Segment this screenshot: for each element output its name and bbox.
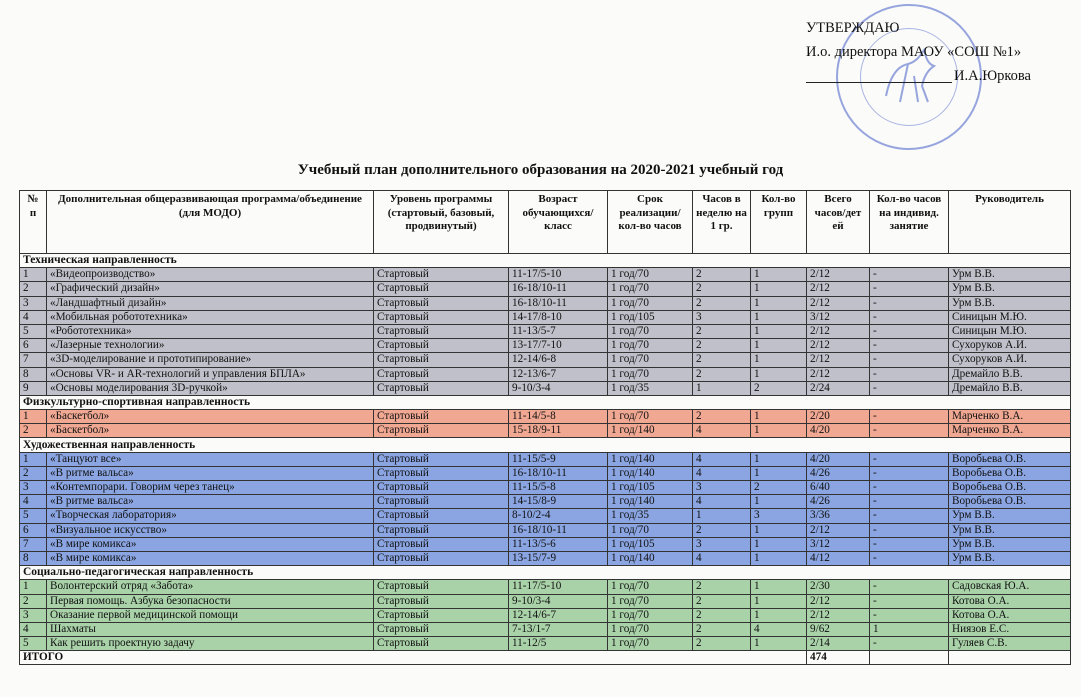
duration-hours: 1 год/70 — [608, 353, 693, 367]
duration-hours: 1 год/70 — [608, 339, 693, 353]
group-count: 1 — [751, 410, 807, 424]
section-header-row — [20, 395, 1071, 409]
hours-per-week: 2 — [693, 324, 751, 338]
program-name: «Баскетбол» — [47, 410, 374, 424]
table-row — [20, 580, 1071, 594]
individual-hours: - — [870, 580, 949, 594]
program-level: Стартовый — [374, 637, 509, 651]
hours-per-week: 1 — [693, 381, 751, 395]
program-name: «Контемпорари. Говорим через танец» — [47, 481, 374, 495]
individual-hours: - — [870, 594, 949, 608]
total-hours-children: 3/36 — [807, 509, 870, 523]
duration-hours: 1 год/70 — [608, 296, 693, 310]
table-row — [20, 637, 1071, 651]
duration-hours: 1 год/105 — [608, 481, 693, 495]
group-count: 2 — [751, 381, 807, 395]
total-hours-children: 6/40 — [807, 481, 870, 495]
teacher-name: Дремайло В.В. — [949, 381, 1071, 395]
total-hours-children: 2/12 — [807, 608, 870, 622]
duration-hours: 1 год/70 — [608, 637, 693, 651]
total-hours-children: 2/12 — [807, 367, 870, 381]
program-level: Стартовый — [374, 594, 509, 608]
age-class: 7-13/1-7 — [509, 622, 608, 636]
group-count: 1 — [751, 282, 807, 296]
hours-per-week: 4 — [693, 466, 751, 480]
total-hours-children: 2/30 — [807, 580, 870, 594]
group-count: 1 — [751, 580, 807, 594]
duration-hours: 1 год/70 — [608, 410, 693, 424]
program-level: Стартовый — [374, 509, 509, 523]
total-hours-children: 4/12 — [807, 551, 870, 565]
hours-per-week: 2 — [693, 339, 751, 353]
program-name: «3D-моделирование и прототипирование» — [47, 353, 374, 367]
total-hours-children: 2/12 — [807, 594, 870, 608]
program-name: «Основы VR- и AR-технологий и управления БПЛА» — [47, 367, 374, 381]
individual-hours: - — [870, 509, 949, 523]
teacher-name: Марченко В.А. — [949, 410, 1071, 424]
hours-per-week: 1 — [693, 509, 751, 523]
duration-hours: 1 год/140 — [608, 466, 693, 480]
table-row — [20, 339, 1071, 353]
header-program: Дополнительная общеразвивающая программа/объединение (для МОДО) — [47, 191, 374, 254]
table-row — [20, 324, 1071, 338]
program-level: Стартовый — [374, 608, 509, 622]
program-level: Стартовый — [374, 410, 509, 424]
individual-hours: - — [870, 324, 949, 338]
row-number: 7 — [20, 353, 47, 367]
program-level: Стартовый — [374, 310, 509, 324]
row-number: 6 — [20, 339, 47, 353]
hours-per-week: 2 — [693, 523, 751, 537]
age-class: 11-17/5-10 — [509, 268, 608, 282]
program-level: Стартовый — [374, 523, 509, 537]
approval-title: УТВЕРЖДАЮ — [806, 20, 900, 36]
total-hours-children: 2/12 — [807, 282, 870, 296]
total-row — [20, 651, 1071, 665]
approval-block — [806, 16, 1076, 88]
duration-hours: 1 год/35 — [608, 509, 693, 523]
age-class: 13-17/7-10 — [509, 339, 608, 353]
signature-line — [806, 82, 952, 83]
individual-hours: - — [870, 282, 949, 296]
section-header-row — [20, 254, 1071, 268]
duration-hours: 1 год/70 — [608, 580, 693, 594]
row-number: 5 — [20, 509, 47, 523]
header-hours-week: Часов в неделю на 1 гр. — [693, 191, 751, 254]
program-name: «Лазерные технологии» — [47, 339, 374, 353]
hours-per-week: 2 — [693, 594, 751, 608]
table-row — [20, 551, 1071, 565]
program-level: Стартовый — [374, 381, 509, 395]
duration-hours: 1 год/70 — [608, 367, 693, 381]
program-name: «Творческая лаборатория» — [47, 509, 374, 523]
row-number: 3 — [20, 481, 47, 495]
total-hours-children: 2/12 — [807, 268, 870, 282]
age-class: 11-13/5-6 — [509, 537, 608, 551]
header-individual-hours: Кол-во часов на индивид. занятие — [870, 191, 949, 254]
total-label: ИТОГО — [20, 651, 807, 665]
age-class: 11-15/5-8 — [509, 481, 608, 495]
row-number: 3 — [20, 296, 47, 310]
program-level: Стартовый — [374, 353, 509, 367]
age-class: 11-12/5 — [509, 637, 608, 651]
table-row — [20, 608, 1071, 622]
section-title: Социально-педагогическая направленность — [20, 566, 1071, 580]
program-name: «Видеопроизводство» — [47, 268, 374, 282]
age-class: 16-18/10-11 — [509, 466, 608, 480]
row-number: 2 — [20, 282, 47, 296]
duration-hours: 1 год/70 — [608, 594, 693, 608]
program-name: «В мире комикса» — [47, 537, 374, 551]
row-number: 5 — [20, 324, 47, 338]
teacher-name: Садовская Ю.А. — [949, 580, 1071, 594]
table-row — [20, 410, 1071, 424]
total-hours-children: 4/20 — [807, 424, 870, 438]
individual-hours: - — [870, 353, 949, 367]
table-row — [20, 481, 1071, 495]
table-row — [20, 495, 1071, 509]
table-header-row — [20, 191, 1071, 254]
teacher-name: Синицын М.Ю. — [949, 310, 1071, 324]
row-number: 4 — [20, 310, 47, 324]
program-name: «Графический дизайн» — [47, 282, 374, 296]
table-row — [20, 452, 1071, 466]
group-count: 1 — [751, 339, 807, 353]
group-count: 1 — [751, 296, 807, 310]
duration-hours: 1 год/105 — [608, 537, 693, 551]
section-title: Художественная направленность — [20, 438, 1071, 452]
row-number: 2 — [20, 424, 47, 438]
group-count: 1 — [751, 268, 807, 282]
individual-hours: - — [870, 537, 949, 551]
individual-hours: - — [870, 481, 949, 495]
individual-hours: - — [870, 268, 949, 282]
row-number: 8 — [20, 551, 47, 565]
total-hours-children: 2/12 — [807, 324, 870, 338]
total-value: 474 — [807, 651, 870, 665]
age-class: 16-18/10-11 — [509, 282, 608, 296]
hours-per-week: 2 — [693, 282, 751, 296]
program-name: «В ритме вальса» — [47, 466, 374, 480]
duration-hours: 1 год/70 — [608, 523, 693, 537]
hours-per-week: 2 — [693, 367, 751, 381]
teacher-name: Ниязов Е.С. — [949, 622, 1071, 636]
individual-hours: - — [870, 551, 949, 565]
program-level: Стартовый — [374, 495, 509, 509]
table-row — [20, 537, 1071, 551]
program-name: «В мире комикса» — [47, 551, 374, 565]
teacher-name: Котова О.А. — [949, 608, 1071, 622]
teacher-name: Урм В.В. — [949, 296, 1071, 310]
table-row — [20, 381, 1071, 395]
group-count: 1 — [751, 324, 807, 338]
age-class: 13-15/7-9 — [509, 551, 608, 565]
table-row — [20, 353, 1071, 367]
duration-hours: 1 год/70 — [608, 324, 693, 338]
program-level: Стартовый — [374, 537, 509, 551]
hours-per-week: 4 — [693, 495, 751, 509]
table-row — [20, 367, 1071, 381]
individual-hours: - — [870, 452, 949, 466]
total-hours-children: 2/12 — [807, 523, 870, 537]
row-number: 8 — [20, 367, 47, 381]
group-count: 2 — [751, 481, 807, 495]
duration-hours: 1 год/140 — [608, 424, 693, 438]
teacher-name: Синицын М.Ю. — [949, 324, 1071, 338]
age-class: 12-13/6-7 — [509, 367, 608, 381]
duration-hours: 1 год/140 — [608, 452, 693, 466]
section-header-row — [20, 566, 1071, 580]
age-class: 14-17/8-10 — [509, 310, 608, 324]
group-count: 1 — [751, 310, 807, 324]
duration-hours: 1 год/70 — [608, 608, 693, 622]
program-level: Стартовый — [374, 339, 509, 353]
individual-hours: - — [870, 339, 949, 353]
individual-hours: - — [870, 296, 949, 310]
group-count: 1 — [751, 537, 807, 551]
group-count: 1 — [751, 424, 807, 438]
duration-hours: 1 год/70 — [608, 268, 693, 282]
group-count: 1 — [751, 608, 807, 622]
age-class: 12-14/6-8 — [509, 353, 608, 367]
group-count: 1 — [751, 452, 807, 466]
age-class: 9-10/3-4 — [509, 381, 608, 395]
program-name: «Визуальное искусство» — [47, 523, 374, 537]
row-number: 5 — [20, 637, 47, 651]
program-name: Шахматы — [47, 622, 374, 636]
total-hours-children: 4/26 — [807, 466, 870, 480]
approval-position: И.о. директора МАОУ «СОШ №1» — [806, 44, 1022, 60]
age-class: 11-17/5-10 — [509, 580, 608, 594]
teacher-name: Сухоруков А.И. — [949, 353, 1071, 367]
group-count: 1 — [751, 637, 807, 651]
table-row — [20, 594, 1071, 608]
age-class: 11-15/5-9 — [509, 452, 608, 466]
program-name: «Танцуют все» — [47, 452, 374, 466]
table-row — [20, 310, 1071, 324]
program-name: «Основы моделирования 3D-ручкой» — [47, 381, 374, 395]
table-row — [20, 523, 1071, 537]
hours-per-week: 2 — [693, 410, 751, 424]
teacher-name: Урм В.В. — [949, 523, 1071, 537]
program-name: «Баскетбол» — [47, 424, 374, 438]
program-name: «Ландшафтный дизайн» — [47, 296, 374, 310]
group-count: 3 — [751, 509, 807, 523]
group-count: 1 — [751, 495, 807, 509]
individual-hours: - — [870, 466, 949, 480]
row-number: 7 — [20, 537, 47, 551]
row-number: 4 — [20, 622, 47, 636]
group-count: 1 — [751, 523, 807, 537]
individual-hours: - — [870, 310, 949, 324]
table-row — [20, 282, 1071, 296]
teacher-name: Урм В.В. — [949, 268, 1071, 282]
group-count: 1 — [751, 353, 807, 367]
total-hours-children: 2/12 — [807, 339, 870, 353]
individual-hours: 1 — [870, 622, 949, 636]
age-class: 9-10/3-4 — [509, 594, 608, 608]
document-title: Учебный план дополнительного образования на 2020-2021 учебный год — [297, 162, 784, 178]
header-duration: Срок реализации/ кол-во часов — [608, 191, 693, 254]
row-number: 4 — [20, 495, 47, 509]
program-name: Волонтерский отряд «Забота» — [47, 580, 374, 594]
individual-hours: - — [870, 523, 949, 537]
age-class: 11-14/5-8 — [509, 410, 608, 424]
teacher-name: Сухоруков А.И. — [949, 339, 1071, 353]
header-teacher: Руководитель — [949, 191, 1071, 254]
header-total-hours: Всего часов/дет ей — [807, 191, 870, 254]
program-name: Оказание первой медицинской помощи — [47, 608, 374, 622]
age-class: 12-14/6-7 — [509, 608, 608, 622]
age-class: 8-10/2-4 — [509, 509, 608, 523]
table-row — [20, 424, 1071, 438]
individual-hours: - — [870, 424, 949, 438]
age-class: 16-18/10-11 — [509, 296, 608, 310]
hours-per-week: 4 — [693, 424, 751, 438]
age-class: 15-18/9-11 — [509, 424, 608, 438]
age-class: 16-18/10-11 — [509, 523, 608, 537]
program-level: Стартовый — [374, 424, 509, 438]
teacher-name: Котова О.А. — [949, 594, 1071, 608]
total-hours-children: 2/12 — [807, 353, 870, 367]
hours-per-week: 2 — [693, 353, 751, 367]
hours-per-week: 2 — [693, 268, 751, 282]
duration-hours: 1 год/140 — [608, 495, 693, 509]
individual-hours: - — [870, 495, 949, 509]
hours-per-week: 2 — [693, 608, 751, 622]
program-level: Стартовый — [374, 580, 509, 594]
program-level: Стартовый — [374, 296, 509, 310]
row-number: 2 — [20, 594, 47, 608]
hours-per-week: 3 — [693, 481, 751, 495]
duration-hours: 1 год/70 — [608, 622, 693, 636]
header-level: Уровень программы (стартовый, базовый, продвинутый) — [374, 191, 509, 254]
curriculum-table — [19, 190, 1071, 665]
age-class: 14-15/8-9 — [509, 495, 608, 509]
table-row — [20, 622, 1071, 636]
program-level: Стартовый — [374, 466, 509, 480]
row-number: 1 — [20, 580, 47, 594]
total-hours-children: 9/62 — [807, 622, 870, 636]
individual-hours: - — [870, 367, 949, 381]
program-name: «В ритме вальса» — [47, 495, 374, 509]
row-number: 6 — [20, 523, 47, 537]
program-level: Стартовый — [374, 452, 509, 466]
group-count: 4 — [751, 622, 807, 636]
teacher-name: Урм В.В. — [949, 282, 1071, 296]
program-level: Стартовый — [374, 367, 509, 381]
hours-per-week: 2 — [693, 580, 751, 594]
teacher-name: Урм В.В. — [949, 551, 1071, 565]
individual-hours: - — [870, 381, 949, 395]
table-row — [20, 509, 1071, 523]
program-level: Стартовый — [374, 551, 509, 565]
table-row — [20, 466, 1071, 480]
row-number: 9 — [20, 381, 47, 395]
header-number: № п — [20, 191, 47, 254]
header-groups: Кол-во групп — [751, 191, 807, 254]
teacher-name: Воробьева О.В. — [949, 452, 1071, 466]
duration-hours: 1 год/35 — [608, 381, 693, 395]
group-count: 1 — [751, 594, 807, 608]
age-class: 11-13/5-7 — [509, 324, 608, 338]
duration-hours: 1 год/70 — [608, 282, 693, 296]
table-row — [20, 296, 1071, 310]
group-count: 1 — [751, 367, 807, 381]
total-hours-children: 3/12 — [807, 310, 870, 324]
program-name: Как решить проектную задачу — [47, 637, 374, 651]
section-title: Физкультурно-спортивная направленность — [20, 395, 1071, 409]
hours-per-week: 4 — [693, 452, 751, 466]
teacher-name: Воробьева О.В. — [949, 481, 1071, 495]
teacher-name: Гуляев С.В. — [949, 637, 1071, 651]
total-hours-children: 2/24 — [807, 381, 870, 395]
individual-hours: - — [870, 608, 949, 622]
hours-per-week: 3 — [693, 537, 751, 551]
program-name: Первая помощь. Азбука безопасности — [47, 594, 374, 608]
individual-hours: - — [870, 637, 949, 651]
program-name: «Робототехника» — [47, 324, 374, 338]
row-number: 1 — [20, 268, 47, 282]
program-level: Стартовый — [374, 268, 509, 282]
row-number: 2 — [20, 466, 47, 480]
group-count: 1 — [751, 551, 807, 565]
table-row — [20, 268, 1071, 282]
row-number: 1 — [20, 452, 47, 466]
teacher-name: Воробьева О.В. — [949, 495, 1071, 509]
header-age: Возраст обучающихся/ класс — [509, 191, 608, 254]
total-hours-children: 4/20 — [807, 452, 870, 466]
teacher-name: Воробьева О.В. — [949, 466, 1071, 480]
teacher-name: Марченко В.А. — [949, 424, 1071, 438]
teacher-name: Дремайло В.В. — [949, 367, 1071, 381]
hours-per-week: 4 — [693, 551, 751, 565]
program-level: Стартовый — [374, 481, 509, 495]
program-level: Стартовый — [374, 622, 509, 636]
group-count: 1 — [751, 466, 807, 480]
hours-per-week: 3 — [693, 310, 751, 324]
section-header-row — [20, 438, 1071, 452]
total-hours-children: 2/14 — [807, 637, 870, 651]
total-hours-children: 3/12 — [807, 537, 870, 551]
total-hours-children: 4/26 — [807, 495, 870, 509]
program-name: «Мобильная робототехника» — [47, 310, 374, 324]
duration-hours: 1 год/105 — [608, 310, 693, 324]
teacher-name: Урм В.В. — [949, 537, 1071, 551]
total-hours-children: 2/20 — [807, 410, 870, 424]
approval-signer: И.А.Юркова — [954, 68, 1031, 84]
hours-per-week: 2 — [693, 622, 751, 636]
row-number: 1 — [20, 410, 47, 424]
program-level: Стартовый — [374, 324, 509, 338]
hours-per-week: 2 — [693, 296, 751, 310]
teacher-name: Урм В.В. — [949, 509, 1071, 523]
duration-hours: 1 год/140 — [608, 551, 693, 565]
total-hours-children: 2/12 — [807, 296, 870, 310]
section-title: Техническая направленность — [20, 254, 1071, 268]
row-number: 3 — [20, 608, 47, 622]
individual-hours: - — [870, 410, 949, 424]
program-level: Стартовый — [374, 282, 509, 296]
hours-per-week: 2 — [693, 637, 751, 651]
